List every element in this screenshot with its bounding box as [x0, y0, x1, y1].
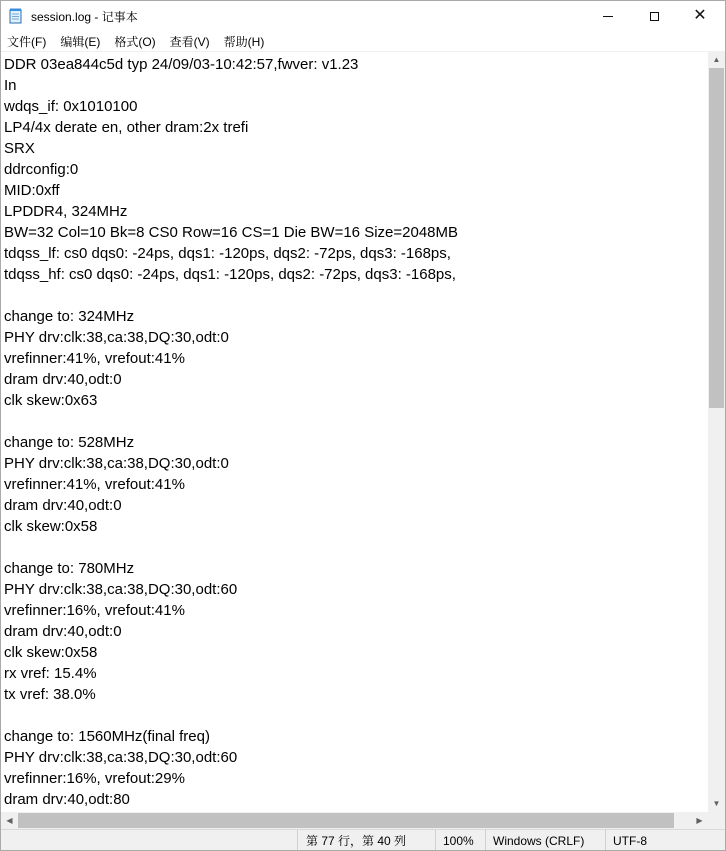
arrow-left-icon: ◀ — [6, 816, 13, 825]
text-editor[interactable] — [1, 51, 708, 813]
text-line: LPDDR4, 324MHz — [4, 203, 128, 220]
text-line: change to: 324MHz — [4, 308, 135, 325]
text-line: vrefinner:16%, vrefout:41% — [4, 602, 185, 619]
text-line: change to: 780MHz — [4, 560, 135, 577]
text-line: dram drv:40,odt:80 — [4, 791, 130, 808]
text-line — [4, 705, 458, 726]
scrollbar-corner — [708, 812, 725, 829]
text-line: vrefinner:41%, vrefout:41% — [4, 350, 185, 367]
text-line: BW=32 Col=10 Bk=8 CS0 Row=16 CS=1 Die BW=16 Size=2048MB — [4, 224, 458, 241]
scroll-down-button[interactable] — [708, 795, 725, 812]
text-line — [4, 411, 458, 432]
arrow-down-icon: ▼ — [712, 799, 721, 808]
text-line: clk skew:0x58 — [4, 644, 98, 661]
text-line: vrefinner:16%, vrefout:29% — [4, 770, 185, 787]
text-line: tdqss_hf: cs0 dqs0: -24ps, dqs1: -120ps, dqs2: -72ps, dqs3: -168ps, — [4, 266, 456, 283]
close-icon: ✕ — [693, 7, 707, 24]
status-encoding: UTF-8 — [605, 830, 725, 851]
horizontal-scroll-thumb[interactable] — [18, 813, 674, 828]
notepad-icon — [9, 8, 23, 24]
close-button[interactable] — [677, 1, 723, 31]
text-line: SRX — [4, 140, 35, 157]
text-line — [4, 285, 458, 306]
text-line: clk skew:0x63 — [4, 392, 98, 409]
scroll-right-button[interactable] — [691, 812, 708, 829]
text-line: dram drv:40,odt:0 — [4, 623, 122, 640]
text-line — [4, 537, 458, 558]
text-line: change to: 528MHz — [4, 434, 135, 451]
text-line: In — [4, 77, 17, 94]
text-line: tdqss_lf: cs0 dqs0: -24ps, dqs1: -120ps, dqs2: -72ps, dqs3: -168ps, — [4, 245, 451, 262]
maximize-button[interactable] — [631, 1, 677, 31]
menu-format[interactable]: 格式(O) — [114, 35, 156, 49]
menu-bar — [1, 31, 725, 51]
text-line: ddrconfig:0 — [4, 161, 79, 178]
menu-file[interactable]: 文件(F) — [7, 35, 47, 49]
text-line: PHY drv:clk:38,ca:38,DQ:30,odt:60 — [4, 581, 238, 598]
status-cursor-position: 第 77 行，第 40 列 — [297, 830, 435, 851]
status-line-ending: Windows (CRLF) — [485, 830, 605, 851]
text-line: wdqs_if: 0x1010100 — [4, 98, 138, 115]
text-line: dram drv:40,odt:0 — [4, 371, 122, 388]
text-line: PHY drv:clk:38,ca:38,DQ:30,odt:60 — [4, 749, 238, 766]
menu-view[interactable]: 查看(V) — [169, 35, 210, 49]
window-title: session.log - 记事本 — [31, 10, 138, 24]
vertical-scrollbar[interactable] — [708, 51, 725, 812]
text-line: clk skew:0x58 — [4, 518, 98, 535]
text-line: change to: 1560MHz(final freq) — [4, 728, 210, 745]
minimize-button[interactable] — [585, 1, 631, 31]
vertical-scroll-thumb[interactable] — [709, 68, 724, 408]
text-line: PHY drv:clk:38,ca:38,DQ:30,odt:0 — [4, 455, 229, 472]
editor-content[interactable] — [4, 54, 458, 810]
status-zoom: 100% — [435, 830, 485, 851]
maximize-icon — [650, 12, 659, 21]
menu-edit[interactable]: 编辑(E) — [60, 35, 101, 49]
arrow-right-icon: ▶ — [696, 816, 703, 825]
text-line: rx vref: 15.4% — [4, 665, 97, 682]
text-line: dram drv:40,odt:0 — [4, 497, 122, 514]
horizontal-scrollbar[interactable] — [1, 812, 708, 829]
scroll-up-button[interactable] — [708, 51, 725, 68]
arrow-up-icon: ▲ — [712, 55, 721, 64]
text-line: MID:0xff — [4, 182, 60, 199]
text-line: PHY drv:clk:38,ca:38,DQ:30,odt:0 — [4, 329, 229, 346]
status-bar — [1, 829, 725, 851]
scroll-left-button[interactable] — [1, 812, 18, 829]
title-bar[interactable] — [1, 1, 725, 31]
minimize-icon — [603, 16, 613, 17]
text-line: LP4/4x derate en, other dram:2x trefi — [4, 119, 249, 136]
text-line: vrefinner:41%, vrefout:41% — [4, 476, 185, 493]
menu-help[interactable]: 帮助(H) — [223, 35, 265, 49]
text-line: DDR 03ea844c5d typ 24/09/03-10:42:57,fwver: v1.23 — [4, 56, 359, 73]
text-line: tx vref: 38.0% — [4, 686, 96, 703]
